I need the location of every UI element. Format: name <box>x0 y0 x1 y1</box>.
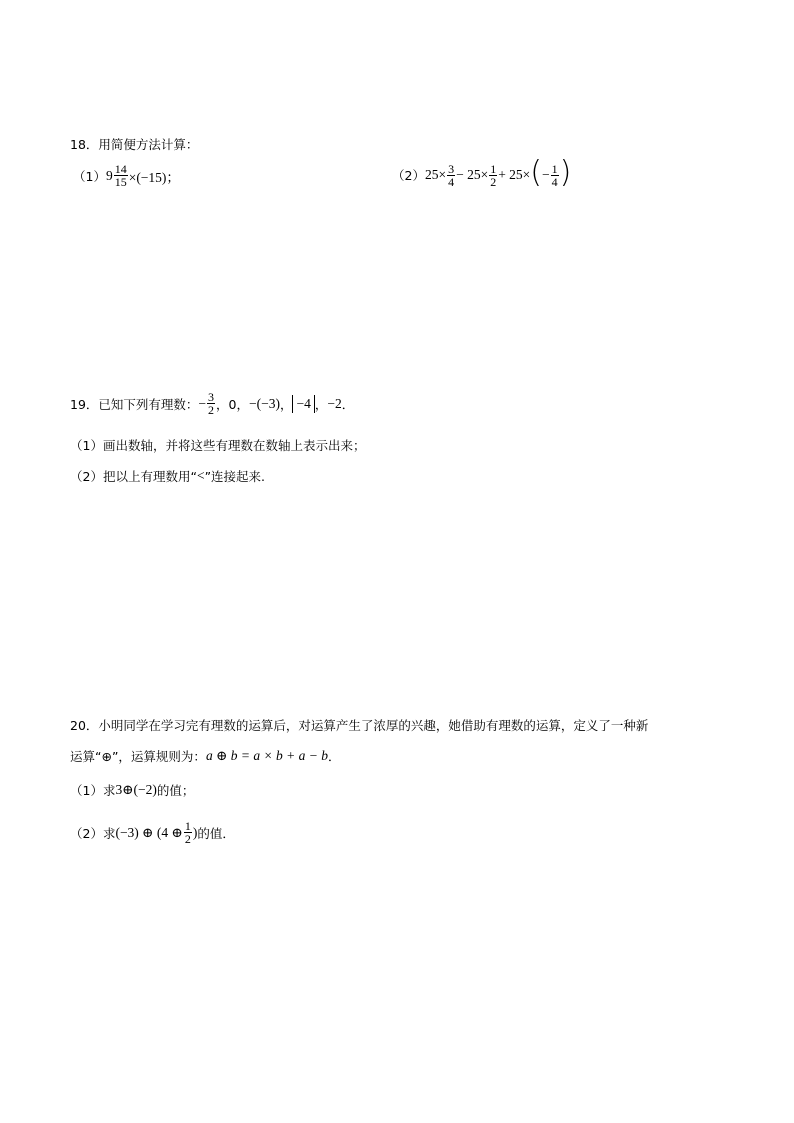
q19-part2-text-a: （2）把以上有理数用“ <box>70 469 197 484</box>
q20-part2-text-a: （2）求 <box>70 825 116 841</box>
q18-part2-term3: + 25× <box>498 167 531 182</box>
q20-line1 <box>70 716 648 734</box>
q19-part1 <box>70 436 365 454</box>
q19-num1-fraction <box>207 391 215 416</box>
q20-line2 <box>70 747 340 765</box>
q18-part2-minus: − <box>542 167 550 182</box>
q20-part2-denominator: 2 <box>184 832 191 846</box>
q18-part2-fraction1-den: 4 <box>448 174 455 189</box>
q19-separator3: ， <box>314 396 328 412</box>
q19-part2 <box>70 467 265 485</box>
q19-num1-sign: − <box>198 395 207 411</box>
q19-part1-text: （1）画出数轴，并将这些有理数在数轴上表示出来； <box>70 438 366 453</box>
q20-part2-text-b: 的值． <box>197 825 235 841</box>
q20-part2-expr1: (−3) ⊕ (4 ⊕ <box>115 824 183 840</box>
q19-title <box>70 391 354 416</box>
q18-part2-right-paren: ) <box>559 155 572 190</box>
q20-line2-text: 运算“⊕”，运算规则为： <box>70 749 206 764</box>
q18-title-text: 18．用简便方法计算： <box>70 137 199 152</box>
q20-rule: a ⊕ b = a × b + a − b <box>205 748 328 763</box>
q18-part2-fraction3 <box>551 163 559 188</box>
q18-part1 <box>73 163 180 188</box>
q20-part2 <box>70 820 235 845</box>
q20-part2-numerator: 1 <box>184 819 191 833</box>
q19-end: ． <box>341 396 355 412</box>
q18-part2-fraction2-den: 2 <box>490 174 497 189</box>
q18-part1-fraction <box>114 163 128 188</box>
q19-num1-denominator: 2 <box>208 403 215 417</box>
q19-separator1: ，0， <box>216 396 249 412</box>
q18-part1-rest: ×(−15)； <box>128 169 180 185</box>
q18-part2-fraction1-num: 3 <box>448 161 455 176</box>
q20-part1 <box>70 781 194 799</box>
q20-part1-text-b: 的值； <box>156 783 195 798</box>
q19-separator2: ， <box>279 396 293 412</box>
q18-part1-numerator: 14 <box>114 162 127 176</box>
q19-part2-text-b: ”连接起来. <box>204 469 266 484</box>
q19-title-prefix: 19．已知下列有理数： <box>70 396 199 412</box>
q18-part2-fraction3-num: 1 <box>551 161 558 176</box>
q18-title <box>70 135 198 153</box>
q18-part2-fraction1 <box>447 163 455 188</box>
q18-part2-term2: − 25× <box>456 167 489 182</box>
q20-part2-expr2: ) <box>192 824 198 840</box>
q18-part2-fraction2 <box>489 163 497 188</box>
q18-part2-term1: 25× <box>424 167 447 182</box>
q18-part2-left-paren: ( <box>530 155 543 190</box>
q20-part1-text-a: （1）求 <box>70 783 116 798</box>
q19-num1-numerator: 3 <box>208 390 215 404</box>
q18-part1-whole: 9 <box>105 167 113 183</box>
q19-num5: −2 <box>327 395 342 411</box>
q18-part2 <box>392 155 572 190</box>
q20-part1-expr: 3⊕(−2) <box>115 782 157 797</box>
q18-part1-denominator: 15 <box>114 175 127 189</box>
q19-num4-absolute: −4 <box>292 395 314 413</box>
q20-line2-end: ． <box>327 749 341 764</box>
q18-part1-label: （1） <box>73 168 106 184</box>
q18-part2-fraction2-num: 1 <box>490 161 497 176</box>
q18-part2-fraction3-den: 4 <box>551 174 558 189</box>
q18-part2-label: （2） <box>392 168 425 183</box>
q20-part2-fraction <box>184 820 192 845</box>
q20-line1-text: 20．小明同学在学习完有理数的运算后，对运算产生了浓厚的兴趣，她借助有理数的运算，定义了一种新 <box>70 718 649 733</box>
q19-num3: −(−3) <box>248 395 280 411</box>
q19-part2-symbol: < <box>196 468 205 483</box>
